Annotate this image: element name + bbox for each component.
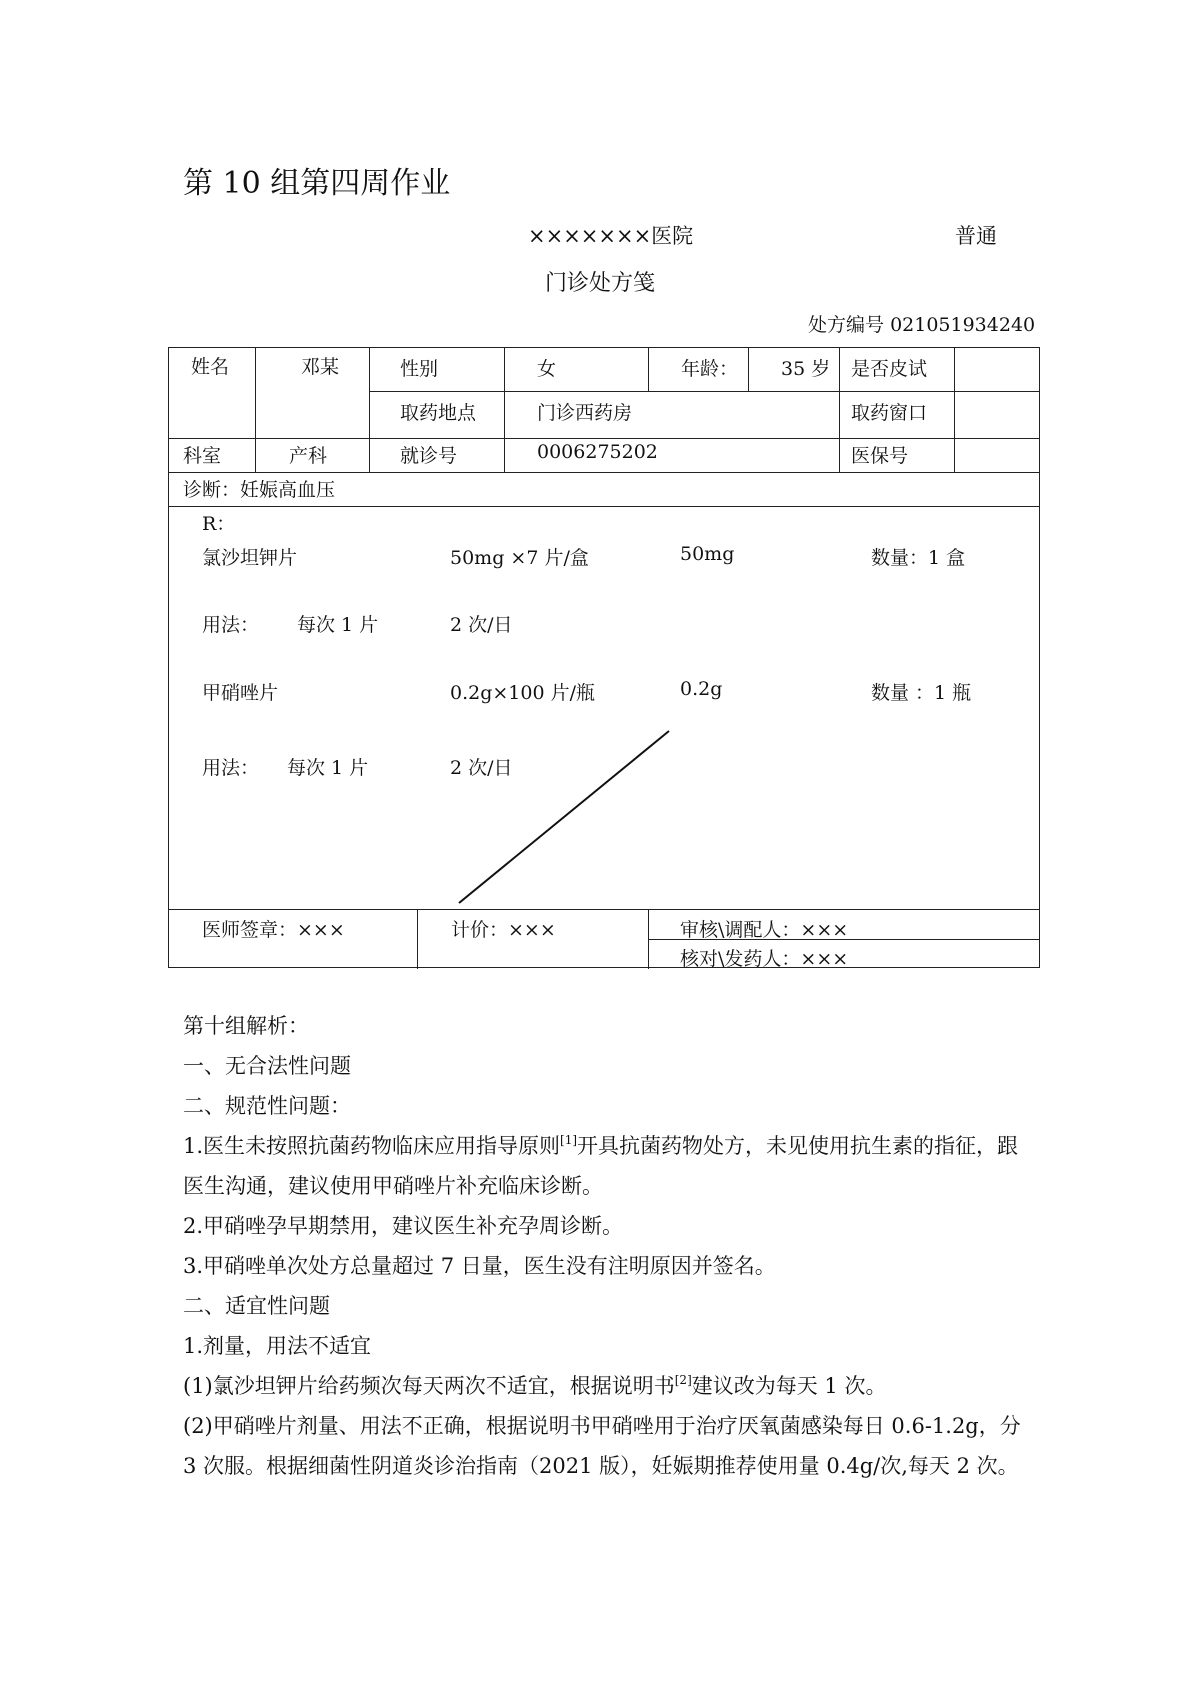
price: 计价：××× <box>451 919 556 941</box>
form-title: 门诊处方笺 <box>545 271 656 296</box>
usage-label: 用法： <box>202 757 260 779</box>
section-standardization: 二、规范性问题： <box>183 1094 351 1118</box>
analysis-paragraph: 2.甲硝唑孕早期禁用，建议医生补充孕周诊断。 <box>183 1214 624 1238</box>
patient-gender: 女 <box>537 358 557 380</box>
paragraph-text: 建议改为每天 1 次。 <box>691 1374 887 1398</box>
paragraph-text: 开具抗菌药物处方，未见使用抗生素的指征，跟医生沟通，建议使用甲硝唑片补充临床诊断。 <box>183 1134 1019 1198</box>
drug-spec: 50mg ×7 片/盒 <box>450 547 589 569</box>
analysis-paragraph: 3.甲硝唑单次处方总量超过 7 日量，医生没有注明原因并签名。 <box>183 1254 776 1278</box>
drug-spec: 0.2g×100 片/瓶 <box>450 682 596 704</box>
patient-name: 邓某 <box>301 356 340 378</box>
skin-test-label: 是否皮试 <box>851 358 928 380</box>
pickup-location: 门诊西药房 <box>537 402 633 424</box>
drug-name: 氯沙坦钾片 <box>202 547 298 569</box>
prescription-form <box>168 347 1040 968</box>
prescription-number-label: 处方编号 <box>808 314 885 336</box>
department-label: 科室 <box>183 445 222 467</box>
hospital-name: ×××××××医院 <box>528 224 694 248</box>
blank-space-slash <box>169 348 1039 968</box>
insurance-no-label: 医保号 <box>851 445 909 467</box>
drug-quantity: 数量 ：1 瓶 <box>871 682 972 704</box>
name-label: 姓名 <box>191 356 230 378</box>
drug-quantity: 数量：1 盒 <box>871 547 966 569</box>
analysis-paragraph <box>183 1126 1033 1206</box>
pickup-window-label: 取药窗口 <box>851 402 928 424</box>
gender-label: 性别 <box>400 358 439 380</box>
rx-mark: R： <box>202 513 236 535</box>
diagnosis: 诊断：妊娠高血压 <box>183 479 336 501</box>
section-legality: 一、无合法性问题 <box>183 1054 351 1078</box>
doctor-signature: 医师签章：××× <box>202 919 345 941</box>
paragraph-text: (1)氯沙坦钾片给药频次每天两次不适宜，根据说明书 <box>183 1374 675 1398</box>
drug-dose: 0.2g <box>680 678 723 700</box>
usage-frequency: 2 次/日 <box>450 614 513 636</box>
prescription-number <box>808 310 1035 337</box>
analysis-paragraph: 1.剂量，用法不适宜 <box>183 1334 372 1358</box>
pickup-location-label: 取药地点 <box>400 402 477 424</box>
usage-dose: 每次 1 片 <box>287 757 369 779</box>
usage-frequency: 2 次/日 <box>450 757 513 779</box>
drug-dose: 50mg <box>680 543 735 565</box>
prescription-type: 普通 <box>955 224 997 248</box>
analysis-heading: 第十组解析： <box>183 1014 309 1038</box>
usage-dose: 每次 1 片 <box>297 614 379 636</box>
section-appropriateness: 二、适宜性问题 <box>183 1294 330 1318</box>
analysis-paragraph: (2)甲硝唑片剂量、用法不正确，根据说明书甲硝唑用于治疗厌氧菌感染每日 0.6-1.2g，分 3 次服。根据细菌性阴道炎诊治指南（2021 版），妊娠期推荐使用量 0.4g/次,每天 2 次。 <box>183 1414 1021 1478</box>
prescription-number-value: 021051934240 <box>890 314 1036 336</box>
drug-name: 甲硝唑片 <box>202 682 279 704</box>
reviewer: 审核\调配人：××× <box>680 919 849 941</box>
reference-marker: [2] <box>674 1373 692 1387</box>
analysis-section <box>183 1006 1033 1486</box>
usage-label: 用法： <box>202 614 260 636</box>
dispenser: 核对\发药人：××× <box>680 948 849 970</box>
reference-marker: [1] <box>560 1133 578 1147</box>
analysis-paragraph <box>183 1366 1033 1406</box>
age-label: 年龄： <box>681 358 739 380</box>
paragraph-text: 1.医生未按照抗菌药物临床应用指导原则 <box>183 1134 561 1158</box>
patient-age: 35 岁 <box>781 358 831 380</box>
visit-no: 0006275202 <box>537 441 658 463</box>
page-title: 第 10 组第四周作业 <box>183 166 451 201</box>
visit-no-label: 就诊号 <box>400 445 458 467</box>
department: 产科 <box>289 445 328 467</box>
